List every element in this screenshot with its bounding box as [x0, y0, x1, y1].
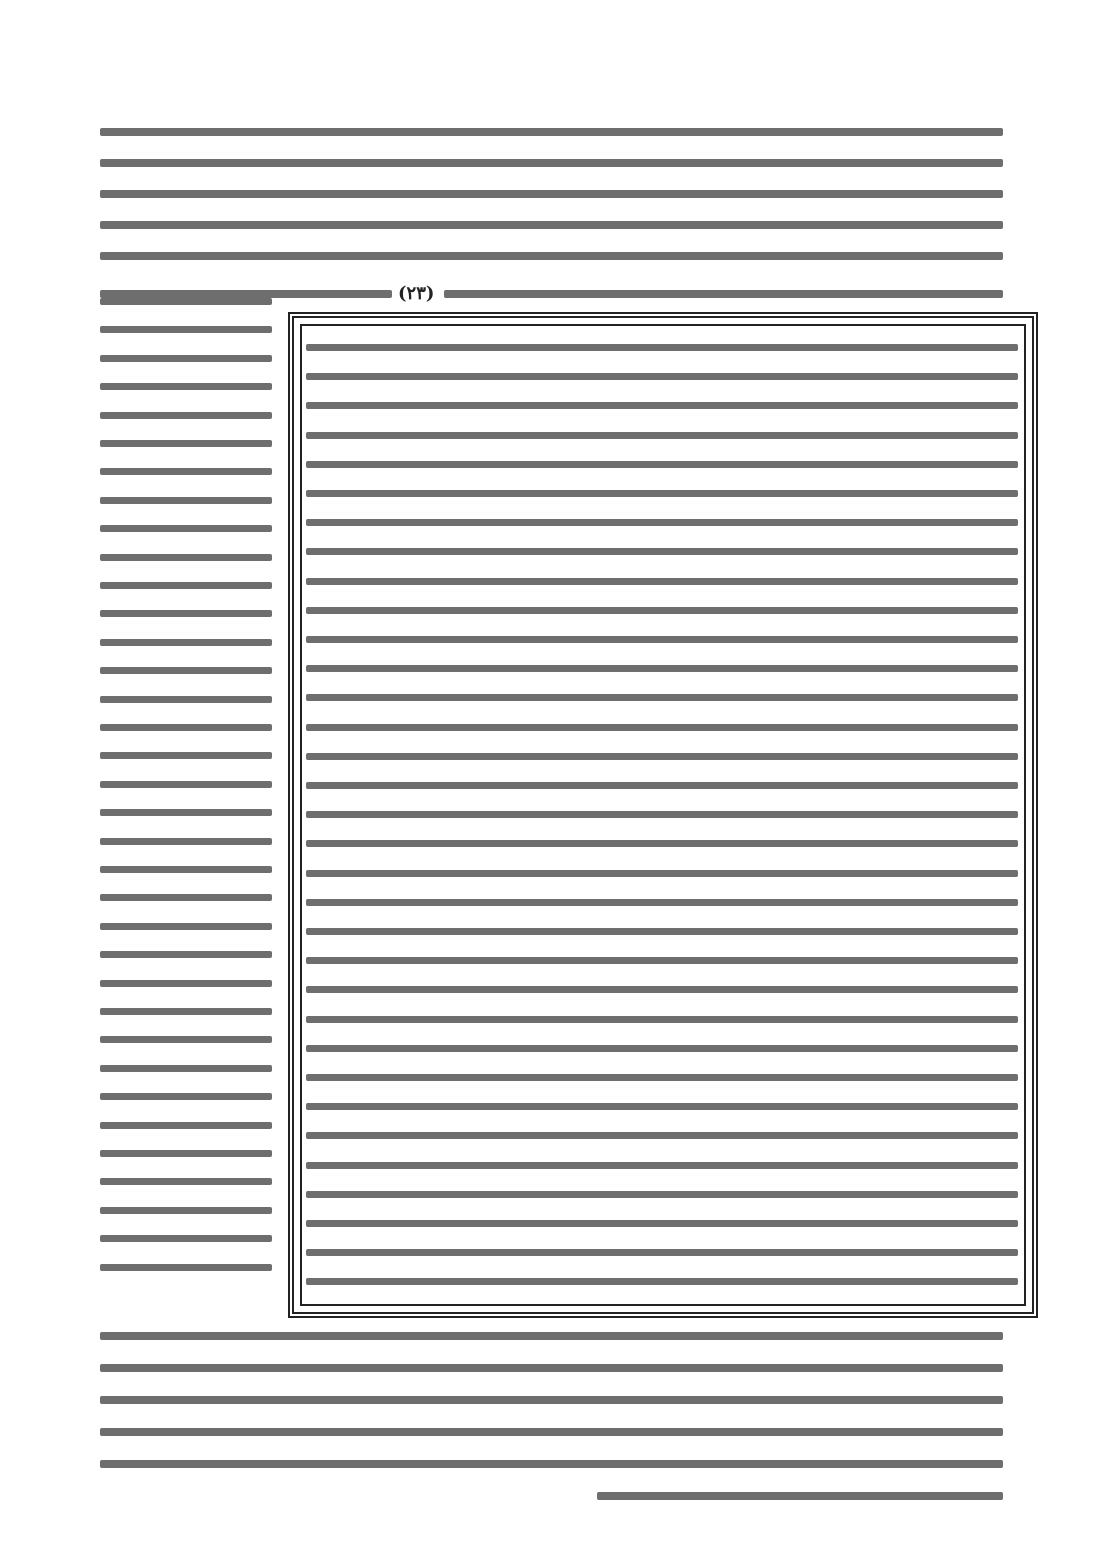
commentary-line	[306, 840, 1018, 847]
commentary-line	[306, 957, 1018, 964]
commentary-line	[306, 811, 1018, 818]
side-text-line	[100, 298, 272, 305]
side-text-line	[100, 781, 272, 788]
commentary-line	[306, 1132, 1018, 1139]
side-text-line	[100, 1122, 272, 1129]
side-text-line	[100, 1093, 272, 1100]
side-text-line	[100, 610, 272, 617]
side-text-line	[100, 1065, 272, 1072]
page-number-marker: (٢٣)	[392, 284, 440, 304]
commentary-line	[306, 1074, 1018, 1081]
text-line	[100, 1364, 1003, 1372]
commentary-line	[306, 870, 1018, 877]
commentary-line	[306, 432, 1018, 439]
side-text-line	[100, 525, 272, 532]
side-text-line	[100, 497, 272, 504]
side-text-line	[100, 1207, 272, 1214]
side-text-line	[100, 752, 272, 759]
side-text-line	[100, 667, 272, 674]
commentary-line	[306, 1249, 1018, 1256]
commentary-line	[306, 665, 1018, 672]
commentary-line	[306, 753, 1018, 760]
commentary-line	[306, 461, 1018, 468]
text-line	[100, 290, 392, 298]
commentary-line	[306, 1103, 1018, 1110]
side-text-line	[100, 383, 272, 390]
text-line	[100, 1332, 1003, 1340]
commentary-line	[306, 1162, 1018, 1169]
side-text-line	[100, 1150, 272, 1157]
text-line	[100, 221, 1003, 229]
text-line	[100, 1460, 1003, 1468]
commentary-line	[306, 578, 1018, 585]
side-text-line	[100, 866, 272, 873]
text-line	[100, 159, 1003, 167]
side-text-line	[100, 696, 272, 703]
commentary-line	[306, 1016, 1018, 1023]
commentary-line	[306, 636, 1018, 643]
side-text-line	[100, 440, 272, 447]
side-text-line	[100, 554, 272, 561]
commentary-line	[306, 1045, 1018, 1052]
side-text-line	[100, 326, 272, 333]
commentary-line	[306, 899, 1018, 906]
commentary-line	[306, 548, 1018, 555]
commentary-line	[306, 1220, 1018, 1227]
side-text-line	[100, 1235, 272, 1242]
side-text-line	[100, 639, 272, 646]
side-text-line	[100, 1178, 272, 1185]
side-text-line	[100, 1264, 272, 1271]
commentary-line	[306, 1278, 1018, 1285]
side-text-line	[100, 412, 272, 419]
side-text-line	[100, 1036, 272, 1043]
side-text-line	[100, 894, 272, 901]
commentary-line	[306, 782, 1018, 789]
text-line	[100, 128, 1003, 136]
commentary-line	[306, 607, 1018, 614]
text-line	[100, 252, 1003, 260]
side-text-line	[100, 582, 272, 589]
text-line	[100, 1396, 1003, 1404]
text-line	[100, 190, 1003, 198]
side-text-line	[100, 951, 272, 958]
commentary-line	[306, 402, 1018, 409]
commentary-line	[306, 986, 1018, 993]
commentary-line	[306, 490, 1018, 497]
commentary-line	[306, 928, 1018, 935]
side-text-line	[100, 724, 272, 731]
commentary-line	[306, 519, 1018, 526]
commentary-line	[306, 1191, 1018, 1198]
side-text-line	[100, 468, 272, 475]
side-text-line	[100, 923, 272, 930]
commentary-line	[306, 724, 1018, 731]
text-line	[100, 1428, 1003, 1436]
side-text-line	[100, 355, 272, 362]
side-text-line	[100, 980, 272, 987]
commentary-line	[306, 694, 1018, 701]
side-text-line	[100, 809, 272, 816]
commentary-line	[306, 373, 1018, 380]
text-line	[444, 290, 1003, 298]
side-text-line	[100, 838, 272, 845]
side-text-line	[100, 1008, 272, 1015]
commentary-line	[306, 344, 1018, 351]
text-line	[597, 1492, 1003, 1500]
